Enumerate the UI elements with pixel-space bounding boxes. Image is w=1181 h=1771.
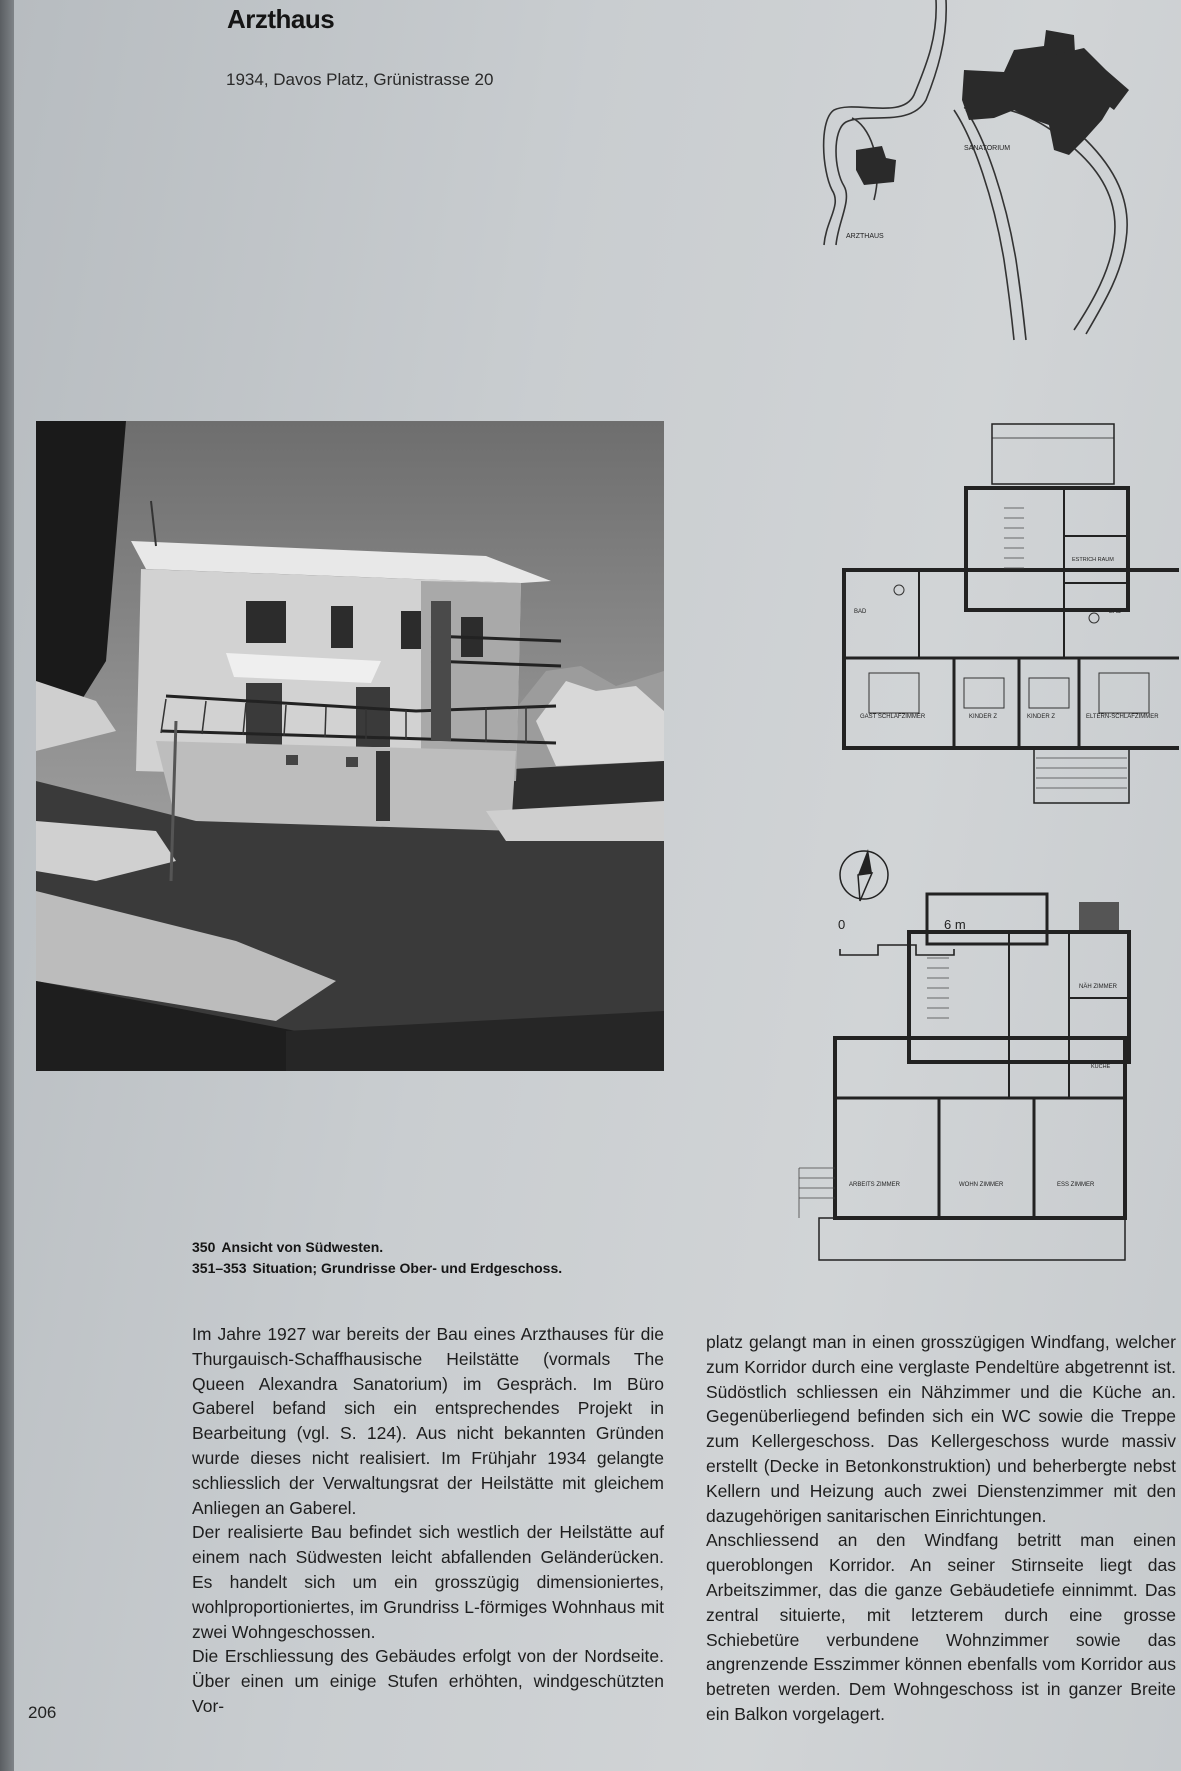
paragraph: Anschliessend an den Windfang betritt man einen queroblongen Korridor. An seiner Stirnseite liegt das Arbeitszimmer, das die ganze Gebäudetiefe einnimmt. Das zentral situierte, mit letzterem durch eine grosse Schiebetüre verbundene Wohnzimmer sowie das angrenzende Esszimmer können ebenfalls vom Korridor aus betreten werden. Dem Wohngeschoss ist in ganzer Breite ein Balkon vorgelagert.	[706, 1530, 1176, 1724]
house-photograph	[36, 421, 664, 1071]
page-subtitle: 1934, Davos Platz, Grünistrasse 20	[226, 70, 494, 89]
upper-floor-plan	[824, 418, 1179, 813]
figure-caption	[192, 1237, 562, 1279]
body-column-right	[706, 1330, 1176, 1727]
paragraph: platz gelangt man in einen grosszügigen Windfang, welcher zum Korridor durch eine verglaste Pendeltüre abgetrennt ist. Südöstlich schliessen ein Nähzimmer und die Küche an. Gegenüberliegend befinden sich ein WC sowie die Treppe zum Kellergeschoss. Das Kellergeschoss wurde massiv erstellt (Decke in Betonkonstruktion) und beherbergte nebst Kellern und Heizung auch zwei Dienstenzimmer mit den dazugehörigen sanitarischen Einrichtungen.	[706, 1332, 1176, 1526]
upper-room-bad-1: BAD	[854, 609, 867, 615]
upper-room-bad-2: BAD	[1109, 609, 1122, 615]
upper-room-estrich: ESTRICH RAUM	[1072, 557, 1114, 563]
page-title: Arzthaus	[227, 4, 335, 34]
caption-number-1: 350	[192, 1239, 216, 1255]
ground-room-wohn: WOHN ZIMMER	[959, 1182, 1004, 1188]
page-number: 206	[28, 1703, 57, 1722]
ground-room-arbeits: ARBEITS ZIMMER	[849, 1182, 901, 1188]
upper-room-eltern: ELTERN-SCHLAFZIMMER	[1086, 714, 1159, 720]
ground-floor-plan	[779, 888, 1179, 1263]
upper-room-kinder-2: KINDER Z	[1027, 714, 1056, 720]
ground-room-kueche: KÜCHE	[1091, 1064, 1111, 1070]
upper-room-kinder-1: KINDER Z	[969, 714, 998, 720]
upper-room-gast: GAST SCHLAFZIMMER	[860, 714, 926, 720]
ground-room-ess: ESS ZIMMER	[1057, 1182, 1095, 1188]
scale-zero: 0	[838, 917, 846, 932]
paragraph: Der realisierte Bau befindet sich westlich der Heilstätte auf einem nach Südwesten leicht abfallenden Geländerücken. Es handelt sich um ein grosszügig dimensioniertes, wohlproportioniertes, im Grundriss L-förmiges Wohnhaus mit zwei Wohngeschossen.	[192, 1522, 664, 1642]
site-plan-label-arzthaus: ARZTHAUS	[846, 233, 884, 240]
scale-six: 6 m	[944, 917, 966, 932]
caption-text-1: Ansicht von Südwesten.	[221, 1239, 384, 1255]
paragraph: Die Erschliessung des Gebäudes erfolgt von der Nordseite. Über einen um einige Stufen erhöhten, windgeschützten Vor-	[192, 1646, 664, 1716]
book-page	[14, 0, 1181, 1771]
site-plan	[814, 0, 1154, 345]
paragraph: Im Jahre 1927 war bereits der Bau eines Arzthauses für die Thurgauisch-Schaffhausische Heilstätte (vormals The Queen Alexandra Sanatorium) im Gespräch. Im Büro Gaberel befand sich ein entsprechendes Projekt in Bearbeitung (vgl. S. 124). Aus nicht bekannten Gründen wurde dieses nicht realisiert. Im Frühjahr 1934 gelangte schliesslich der Verwaltungsrat der Heilstätte mit gleichem Anliegen an Gaberel.	[192, 1324, 664, 1518]
caption-text-2: Situation; Grundrisse Ober- und Erdgeschoss.	[252, 1260, 563, 1276]
ground-room-naeh: NÄH ZIMMER	[1079, 984, 1117, 990]
body-column-left	[192, 1322, 664, 1719]
site-plan-label-sanatorium: SANATORIUM	[964, 145, 1011, 152]
caption-number-2: 351–353	[192, 1260, 247, 1276]
